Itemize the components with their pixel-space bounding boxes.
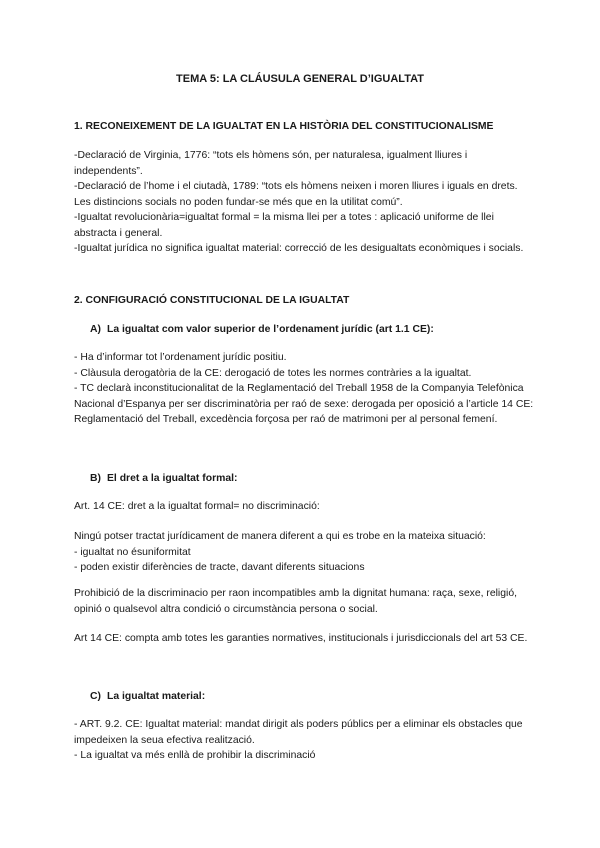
paragraph: -Declaració de Virginia, 1776: “tots els hòmens són, per naturalesa, igualment lliures i independents”. bbox=[74, 150, 468, 177]
subsection-a-heading bbox=[90, 322, 434, 338]
subsection-b-letter: B) bbox=[90, 473, 101, 484]
paragraph: - Ha d’informar tot l’ordenament jurídic positiu. bbox=[74, 352, 287, 363]
subsection-a-body bbox=[74, 350, 534, 428]
subsection-b-p1 bbox=[74, 499, 534, 515]
subsection-b-p3 bbox=[74, 586, 534, 617]
paragraph: - ART. 9.2. CE: Igualtat material: mandat dirigit als poders públics per a eliminar els obstacles que impedeixen la seua efectiva realització. bbox=[74, 719, 523, 746]
paragraph: - poden existir diferències de tracte, davant diferents situacions bbox=[74, 562, 365, 573]
subsection-c-body bbox=[74, 717, 534, 764]
paragraph: - TC declarà inconstitucionalitat de la Reglamentació del Treball 1958 de la Companyia Telefònica Nacional d’Espanya per ser discriminatòria per raó de sexe: derogada per oposició a l’article 14 CE: Reglamentació del Treball, excedència forçosa per raó de matrimoni per al personal femení. bbox=[74, 383, 534, 425]
subsection-c-title: La igualtat material: bbox=[107, 691, 206, 702]
subsection-c-heading bbox=[90, 689, 205, 705]
subsection-a-letter: A) bbox=[90, 324, 101, 335]
subsection-a-title: La igualtat com valor superior de l’ordenament jurídic (art 1.1 CE): bbox=[107, 324, 434, 335]
paragraph: -Declaració de l’home i el ciutadà, 1789: “tots els hòmens neixen i moren lliures i iguals en drets. Les distincions socials no poden fundar-se més que en la utilitat comú”. bbox=[74, 181, 518, 208]
paragraph: Art 14 CE: compta amb totes les garanties normatives, institucionals i jurisdiccionals del art 53 CE. bbox=[74, 633, 528, 644]
section-2-heading: 2. CONFIGURACIÓ CONSTITUCIONAL DE LA IGUALTAT bbox=[74, 295, 350, 306]
subsection-b-title: El dret a la igualtat formal: bbox=[107, 473, 238, 484]
section-1-body bbox=[74, 148, 534, 257]
paragraph: Prohibició de la discriminacio per raon incompatibles amb la dignitat humana: raça, sexe, religió, opinió o qualsevol altra condició o circumstància persona o social. bbox=[74, 588, 517, 615]
subsection-b-p4 bbox=[74, 631, 534, 647]
subsection-b-heading bbox=[90, 471, 238, 487]
section-1-heading: 1. RECONEIXEMENT DE LA IGUALTAT EN LA HISTÒRIA DEL CONSTITUCIONALISME bbox=[74, 121, 494, 132]
paragraph: - Clàusula derogatòria de la CE: derogació de totes les normes contràries a la igualtat. bbox=[74, 367, 472, 379]
subsection-c-letter: C) bbox=[90, 691, 101, 702]
paragraph: -Igualtat revolucionària=igualtat formal = la misma llei per a totes : aplicació uniforme de llei abstracta i general. bbox=[74, 212, 494, 239]
paragraph: - igualtat no ésuniformitat bbox=[74, 546, 191, 558]
document-title: TEMA 5: LA CLÁUSULA GENERAL D’IGUALTAT bbox=[176, 73, 424, 85]
subsection-b-p2 bbox=[74, 529, 534, 576]
paragraph: -Igualtat jurídica no significa igualtat material: correcció de les desigualtats econòmiques i socials. bbox=[74, 243, 524, 254]
paragraph: - La igualtat va més enllà de prohibir la discriminació bbox=[74, 750, 316, 761]
paragraph: Ningú potser tractat jurídicament de manera diferent a qui es trobe en la mateixa situació: bbox=[74, 531, 486, 542]
paragraph: Art. 14 CE: dret a la igualtat formal= no discriminació: bbox=[74, 501, 320, 512]
